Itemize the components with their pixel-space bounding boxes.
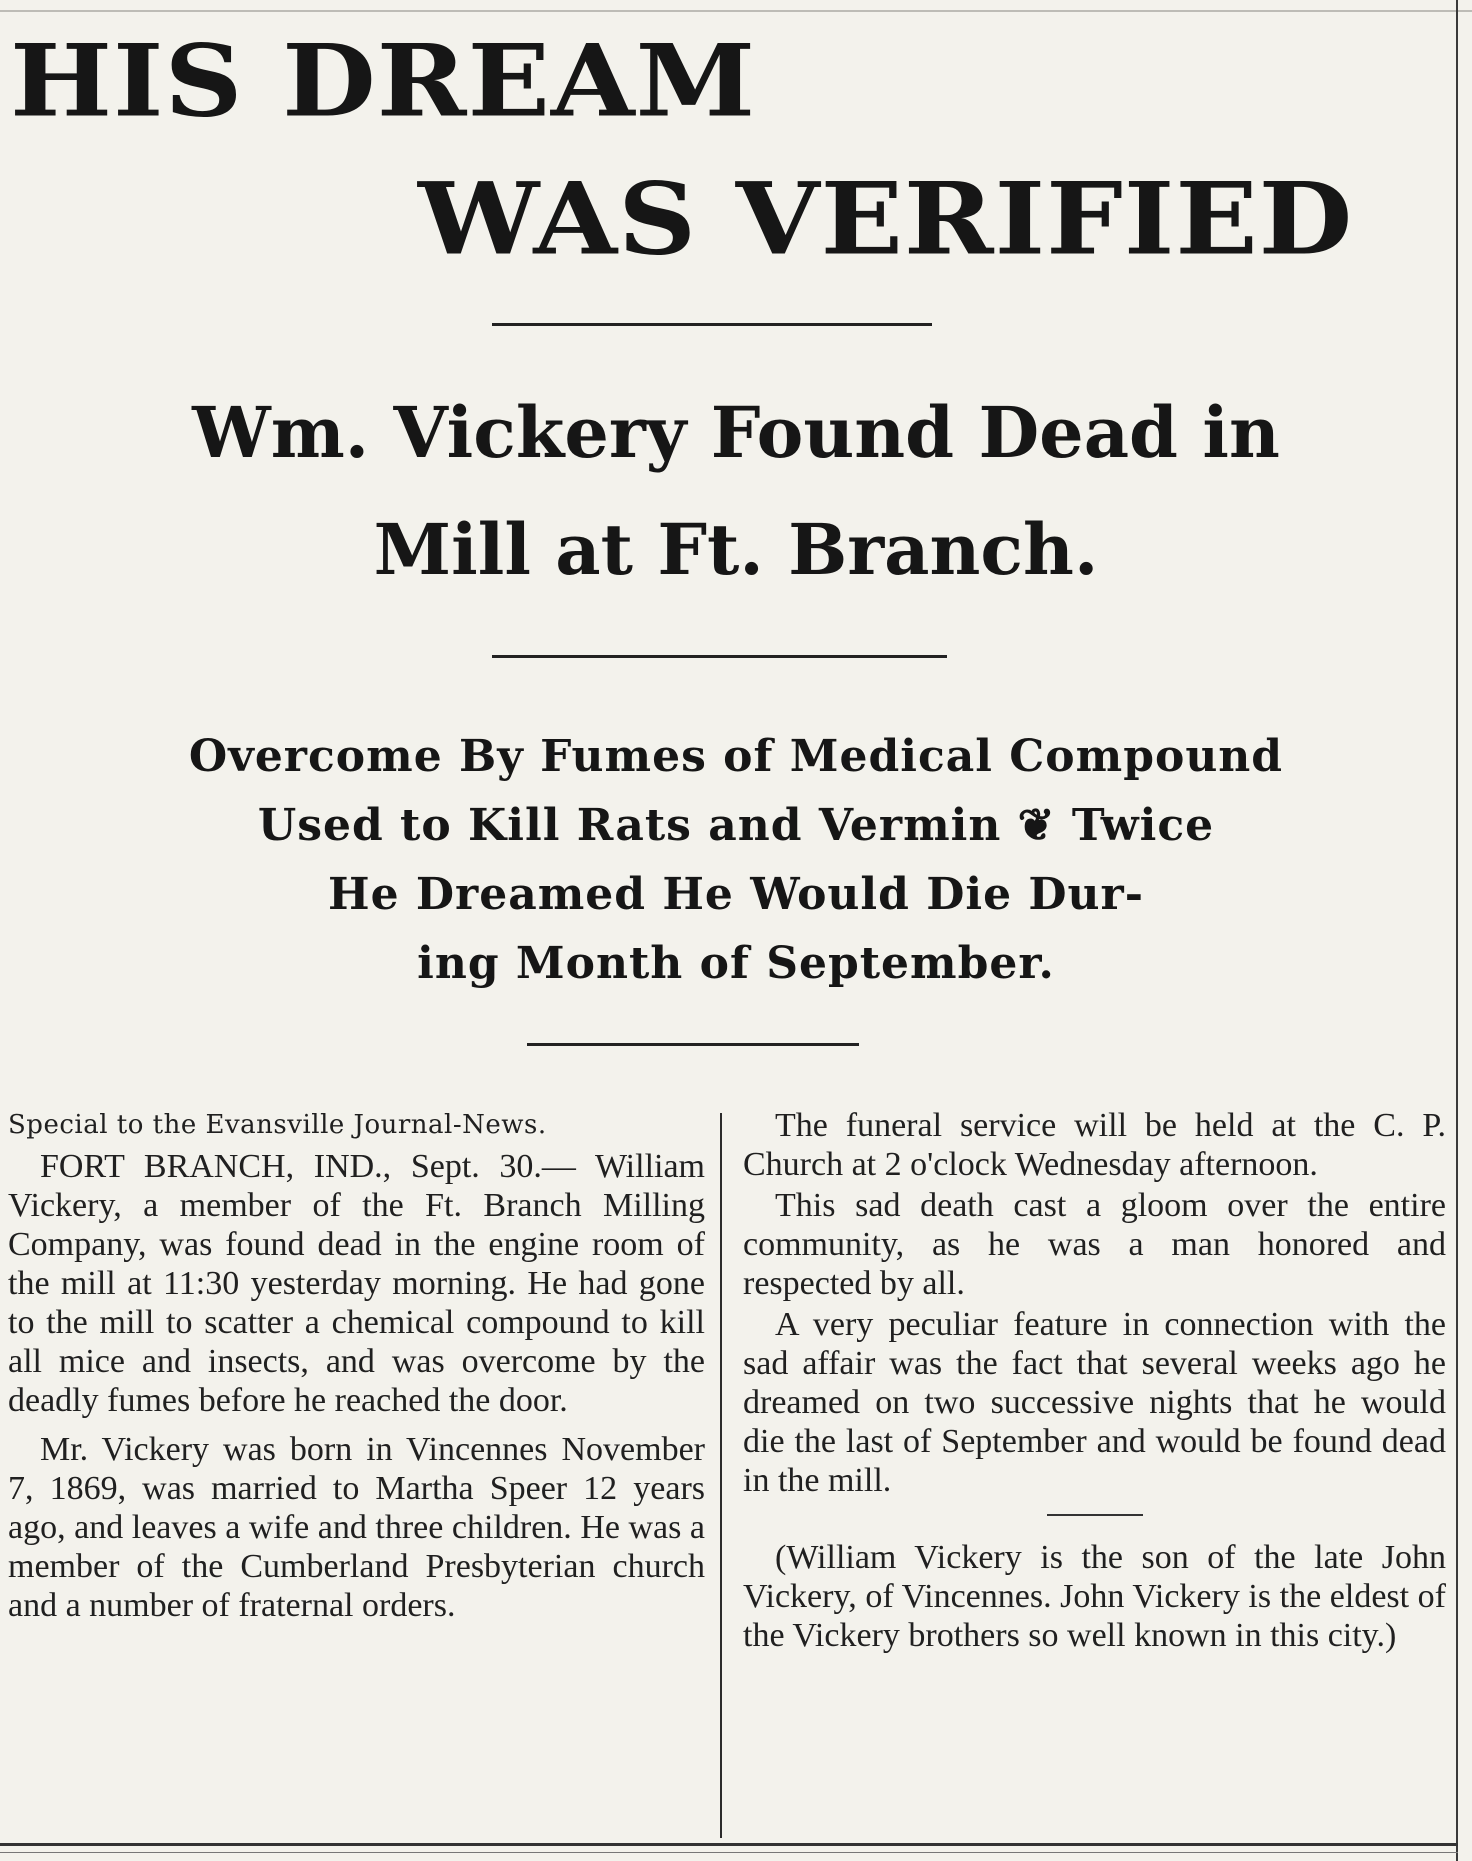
deck-line-4: ing Month of September. [417, 938, 1055, 989]
right-border [1456, 0, 1458, 1861]
article-column-right [743, 1106, 1446, 1655]
paragraph: FORT BRANCH, IND., Sept. 30.— William Vickery, a member of the Ft. Branch Milling Company, was found dead in the engine room of the mill at 11:30 yesterday morning. He had gone to the mill to scatter a chemical compound to kill all mice and insects, and was overcome by the deadly fumes before he reached the door. [8, 1148, 705, 1419]
subheadline-line-1: Wm. Vickery Found Dead in [192, 391, 1280, 474]
deck-rule [527, 1043, 859, 1046]
column-divider [720, 1113, 722, 1838]
bottom-rule-thin [0, 1852, 1458, 1853]
paragraph: The funeral service will be held at the C. P. Church at 2 o'clock Wednesday afternoon. [743, 1107, 1446, 1183]
editor-note: (William Vickery is the son of the late John Vickery, of Vincennes. John Vickery is the eldest of the Vickery brothers so well known in this city.) [743, 1539, 1446, 1654]
bottom-rule [0, 1843, 1458, 1846]
headline-line-2: WAS VERIFIED [418, 161, 1354, 278]
paragraph: Mr. Vickery was born in Vincennes November 7, 1869, was married to Martha Speer 12 years ago, and leaves a wife and three children. He was a member of the Cumberland Presbyterian church and a number of fraternal orders. [8, 1431, 705, 1624]
note-rule [1047, 1514, 1143, 1516]
byline: Special to the Evansville Journal-News. [8, 1110, 547, 1140]
headline-line-1: HIS DREAM [10, 23, 757, 140]
deck-line-3: He Dreamed He Would Die Dur- [328, 869, 1144, 920]
headline-rule [492, 323, 932, 326]
deck-line-1: Overcome By Fumes of Medical Compound [188, 731, 1284, 782]
article-column-left [8, 1106, 705, 1625]
paragraph: This sad death cast a gloom over the entire community, as he was a man honored and respected by all. [743, 1187, 1446, 1302]
deck-line-2: Used to Kill Rats and Vermin ❦ Twice [257, 800, 1215, 851]
subheadline-line-2: Mill at Ft. Branch. [373, 508, 1099, 591]
paragraph: A very peculiar feature in connection with the sad affair was the fact that several weeks ago he dreamed on two successive nights that he would die the last of September and would be found dead in the mill. [743, 1306, 1446, 1499]
top-border [0, 10, 1472, 12]
subheadline-rule [492, 655, 947, 658]
